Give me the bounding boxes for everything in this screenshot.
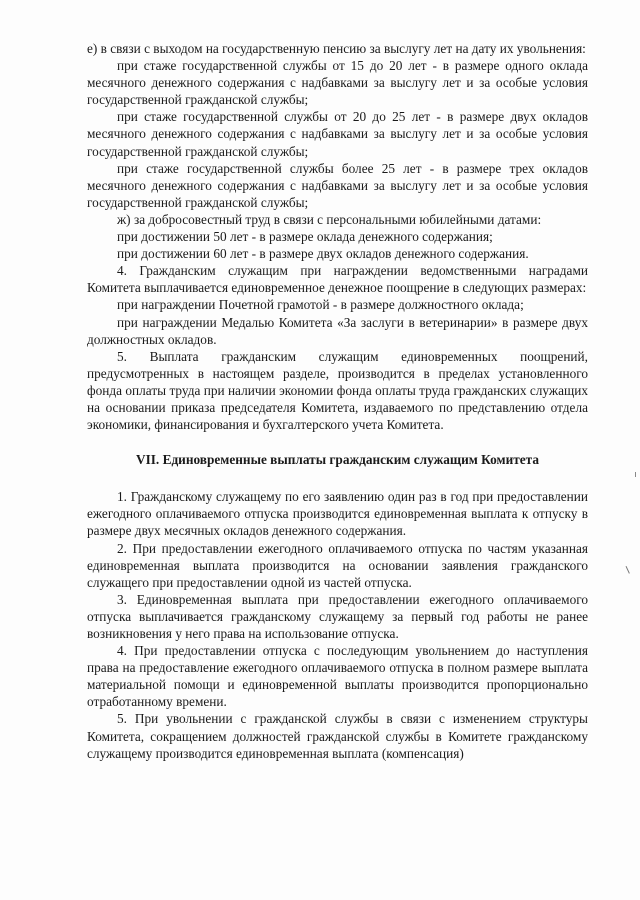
paragraph-pension-20-25: при стаже государственной службы от 20 до 25 лет - в размере двух окладов месячного денежного содержания с надбавками за выслугу лет и за особые условия государственной гражданской службы; [87, 109, 588, 159]
section-heading-vii: VII. Единовременные выплаты гражданским служащим Комитета [135, 452, 540, 468]
scan-artifact-mark [626, 564, 634, 573]
paragraph-item-4-awards: 4. Гражданским служащим при награждении ведомственными наградами Комитета выплачивается единовременное денежное поощрение в следующих размерах: [87, 263, 588, 296]
paragraph-vii-5: 5. При увольнении с гражданской службы в связи с изменением структуры Комитета, сокращением должностей гражданской службы в Комитете гражданскому служащему производится единовременная выплата (компенсация) [87, 711, 588, 761]
paragraph-e-pension: е) в связи с выходом на государственную пенсию за выслугу лет на дату их увольнения: [87, 41, 586, 56]
paragraph-pension-over-25: при стаже государственной службы более 25 лет - в размере трех окладов месячного денежного содержания с надбавками за выслугу лет и за особые условия государственной гражданской службы; [87, 160, 588, 210]
paragraph-pension-15-20: при стаже государственной службы от 15 до 20 лет - в размере одного оклада месячного денежного содержания с надбавками за выслугу лет и за особые условия государственной гражданской службы; [87, 58, 588, 108]
section-vii [87, 488, 588, 762]
paragraph-vii-3: 3. Единовременная выплата при предоставлении ежегодного оплачиваемого отпуска выплачивается гражданскому служащему за первый год работы не ранее возникновения у него права на использование отпуска. [87, 591, 588, 641]
scan-artifact-dot [635, 472, 636, 477]
paragraph-age-60: при достижении 60 лет - в размере двух окладов денежного содержания. [117, 246, 529, 262]
paragraph-vii-1: 1. Гражданскому служащему по его заявлению один раз в год при предоставлении ежегодного оплачиваемого отпуска производится единовременная выплата к отпуску в размере двух месячных окладов денежного содержания. [87, 489, 588, 539]
section-previous [87, 40, 588, 433]
paragraph-zh-jubilee: ж) за добросовестный труд в связи с персональными юбилейными датами: [117, 211, 542, 227]
paragraph-medal: при награждении Медалью Комитета «За заслуги в ветеринарии» в размере двух должностных окладов. [87, 314, 588, 347]
paragraph-item-5-payment: 5. Выплата гражданским служащим единовременных поощрений, предусмотренных в настоящем разделе, производится в пределах установленного фонда оплаты труда при наличии экономии фонда оплаты труда гражданских служащих на основании приказа председателя Комитета, издаваемого по представлению отдела экономики, финансирования и бухгалтерского учета Комитета. [87, 348, 588, 433]
paragraph-vii-4: 4. При предоставлении отпуска с последующим увольнением до наступления права на предоставление ежегодного оплачиваемого отпуска в полном размере выплата материальной помощи и единовременной выплаты производится пропорционально отработанному времени. [87, 643, 588, 710]
document-body [87, 40, 588, 762]
paragraph-age-50: при достижении 50 лет - в размере оклада денежного содержания; [117, 229, 493, 245]
paragraph-honor-certificate: при награждении Почетной грамотой - в размере должностного оклада; [117, 297, 524, 313]
paragraph-vii-2: 2. При предоставлении ежегодного оплачиваемого отпуска по частям указанная единовременная выплата производится на основании заявления гражданского служащего при предоставлении одной из частей отпуска. [87, 540, 588, 590]
